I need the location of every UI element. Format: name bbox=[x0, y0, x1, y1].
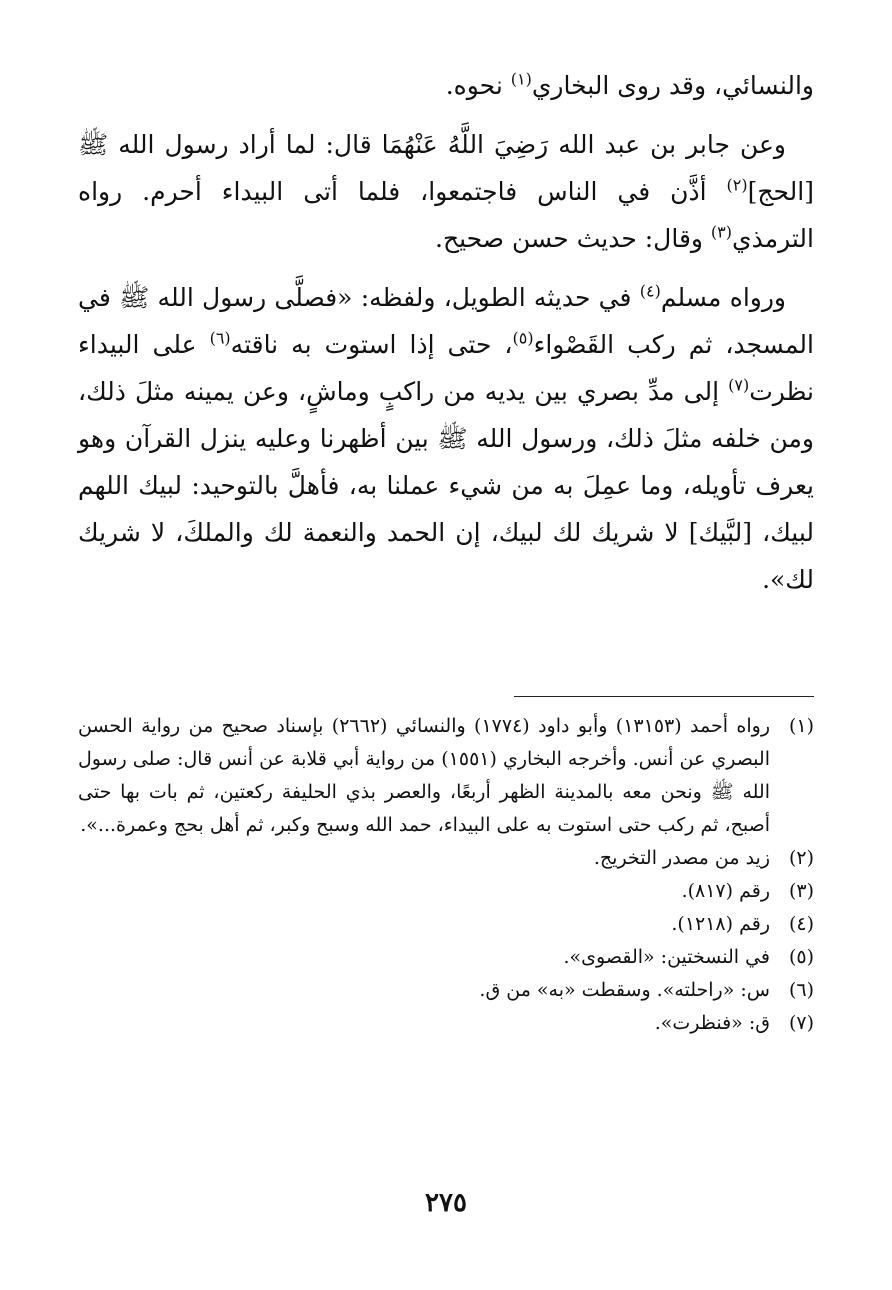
paragraph-3-text-c: ، حتى إذا استوت به ناقته bbox=[230, 330, 513, 359]
footnote-number: (٦) bbox=[788, 979, 814, 1001]
paragraph-1 bbox=[78, 62, 814, 109]
paragraph-3-text-b: في حديثه الطويل، ولفظه: «فصلَّى رسول الله ﷺ في المسجد، ثم ركب القَصْواء bbox=[78, 283, 814, 359]
footnote-ref-5: (٥) bbox=[512, 328, 534, 348]
footnote-number: (٤) bbox=[788, 913, 814, 935]
paragraph-3-text-a: ورواه مسلم bbox=[660, 283, 786, 312]
paragraph-2 bbox=[78, 121, 814, 262]
paragraph-3-text-e: إلى مدِّ بصري بين يديه من راكبٍ وماشٍ، وعن يمينه مثلَ ذلك، ومن خلفه مثلَ ذلك، ورسول الله ﷺ بين أظهرنا وعليه ينزل القرآن وهو يعرف تأويله، وما عمِلَ به من شيء عملنا به، فأهلَّ بالتوحيد: لبيك اللهم لبيك، [لبَّيك] لا شريك لك لبيك، إن الحمد والنعمة لك والملكَ، لا شريك لك». bbox=[78, 377, 814, 594]
footnote-text: رواه أحمد (١٣١٥٣) وأبو داود (١٧٧٤) والنسائي (٢٦٦٢) بإسناد صحيح من رواية الحسن البصري عن أنس. وأخرجه البخاري (١٥٥١) من رواية أبي قلابة عن أنس قال: صلى رسول الله ﷺ ونحن معه بالمدينة الظهر أربعًا، والعصر بذي الحليفة ركعتين، ثم بات بها حتى أصبح، ثم ركب حتى استوت به على البيداء، حمد الله وسبح وكبر، ثم أهل بحج وعمرة...». bbox=[78, 715, 770, 836]
footnote-text: رقم (٨١٧). bbox=[681, 880, 770, 902]
paragraph-3 bbox=[78, 274, 814, 603]
footnote-text: رقم (١٢١٨). bbox=[671, 913, 770, 935]
main-text bbox=[78, 62, 814, 615]
footnote-number: (١) bbox=[788, 715, 814, 737]
footnote-ref-3: (٣) bbox=[710, 222, 733, 242]
footnote-ref-1: (١) bbox=[510, 69, 532, 89]
paragraph-1-text-a: والنسائي، وقد روى البخاري bbox=[531, 71, 814, 100]
page-number: ٢٧٥ bbox=[425, 1188, 467, 1218]
footnote-text: زيد من مصدر التخريج. bbox=[593, 847, 770, 869]
footnote-text: ق: «فنظرت». bbox=[654, 1012, 770, 1034]
footnote-ref-4: (٤) bbox=[639, 281, 661, 301]
footnote-number: (٥) bbox=[788, 946, 814, 968]
footnote-4 bbox=[78, 908, 814, 941]
footnote-1 bbox=[78, 710, 814, 842]
footnote-divider bbox=[514, 696, 814, 697]
footnote-ref-7: (٧) bbox=[728, 375, 750, 395]
paragraph-3-text-d: على البيداء نظرت bbox=[78, 330, 814, 406]
footnote-3 bbox=[78, 875, 814, 908]
paragraph-2-text-a: وعن جابر بن عبد الله رَضِيَ اللَّهُ عَنْهُمَا قال: لما أراد رسول الله ﷺ [الحج] bbox=[78, 130, 814, 206]
footnote-6 bbox=[78, 974, 814, 1007]
footnote-2 bbox=[78, 842, 814, 875]
footnote-number: (٧) bbox=[788, 1012, 814, 1034]
footnote-number: (٢) bbox=[788, 847, 814, 869]
paragraph-2-text-b: أذَّن في الناس فاجتمعوا، فلما أتى البيداء أحرم. رواه الترمذي bbox=[78, 177, 814, 253]
footnote-7 bbox=[78, 1007, 814, 1040]
footnote-number: (٣) bbox=[788, 880, 814, 902]
footnote-5 bbox=[78, 941, 814, 974]
footnote-text: في النسختين: «القصوى». bbox=[563, 946, 770, 968]
footnote-text: س: «راحلته». وسقطت «به» من ق. bbox=[479, 979, 770, 1001]
footnote-ref-6: (٦) bbox=[209, 328, 231, 348]
paragraph-1-text-b: نحوه. bbox=[445, 71, 511, 100]
footnote-ref-2: (٢) bbox=[726, 175, 748, 195]
paragraph-2-text-c: وقال: حديث حسن صحيح. bbox=[435, 224, 711, 253]
footnotes bbox=[78, 710, 814, 1040]
